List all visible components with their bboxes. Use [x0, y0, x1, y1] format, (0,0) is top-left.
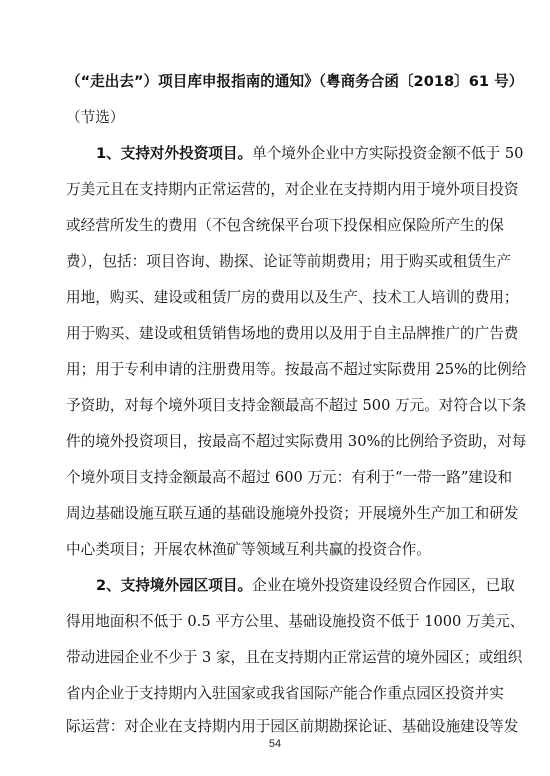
document-subtitle: （节选） [66, 109, 125, 126]
section2-line-2: 带动进园企业不少于 3 家，且在支持期内正常运营的境外园区；或组织 [66, 649, 523, 666]
section1-line-1: 万美元且在支持期内正常运营的，对企业在支持期内用于境外项目投资 [66, 181, 519, 198]
section2-line-4: 际运营：对企业在支持期内用于园区前期勘探论证、基础设施建设等发 [66, 718, 519, 735]
section2-heading: 2、支持境外园区项目。 [96, 577, 253, 594]
page-number: 54 [268, 738, 282, 750]
section1-line-11: 中心类项目；开展农林渔矿等领域互利共赢的投资合作。 [66, 541, 431, 558]
section1-line-3: 费），包括：项目咨询、勘探、论证等前期费用；用于购买或租赁生产 [66, 253, 512, 270]
document-title: （“走出去”）项目库申报指南的通知》（粤商务合函〔2018〕61 号） [66, 73, 524, 90]
section2-line-0: 企业在境外投资建设经贸合作园区，已取 [252, 577, 515, 594]
section1-line-9: 个境外项目支持金额最高不超过 600 万元：有利于“一带一路”建设和 [66, 469, 513, 486]
section1-line-5: 用于购买、建设或租赁销售场地的费用以及用于自主品牌推广的广告费 [66, 325, 519, 342]
section2-first-line [96, 575, 515, 597]
section1-line-2: 或经营所发生的费用（不包含统保平台项下投保相应保险所产生的保 [66, 217, 504, 234]
section1-line-4: 用地，购买、建设或租赁厂房的费用以及生产、技术工人培训的费用； [66, 289, 519, 306]
section1-heading: 1、支持对外投资项目。 [96, 145, 253, 162]
section2-line-3: 省内企业于支持期内入驻国家或我省国际产能合作重点园区投资并实 [66, 685, 504, 702]
section1-line-7: 予资助，对每个境外项目支持金额最高不超过 500 万元。对符合以下条 [66, 397, 527, 414]
section1-line-6: 用；用于专利申请的注册费用等。按最高不超过实际费用 25%的比例给 [66, 361, 527, 378]
section1-line-0: 单个境外企业中方实际投资金额不低于 50 [252, 145, 524, 162]
section1-line-10: 周边基础设施互联互通的基础设施境外投资；开展境外生产加工和研发 [66, 505, 519, 522]
section1-line-8: 件的境外投资项目，按最高不超过实际费用 30%的比例给予资助，对每 [66, 433, 527, 450]
section2-line-1: 得用地面积不低于 0.5 平方公里、基础设施投资不低于 1000 万美元、 [66, 613, 525, 630]
section1-first-line [96, 143, 524, 165]
